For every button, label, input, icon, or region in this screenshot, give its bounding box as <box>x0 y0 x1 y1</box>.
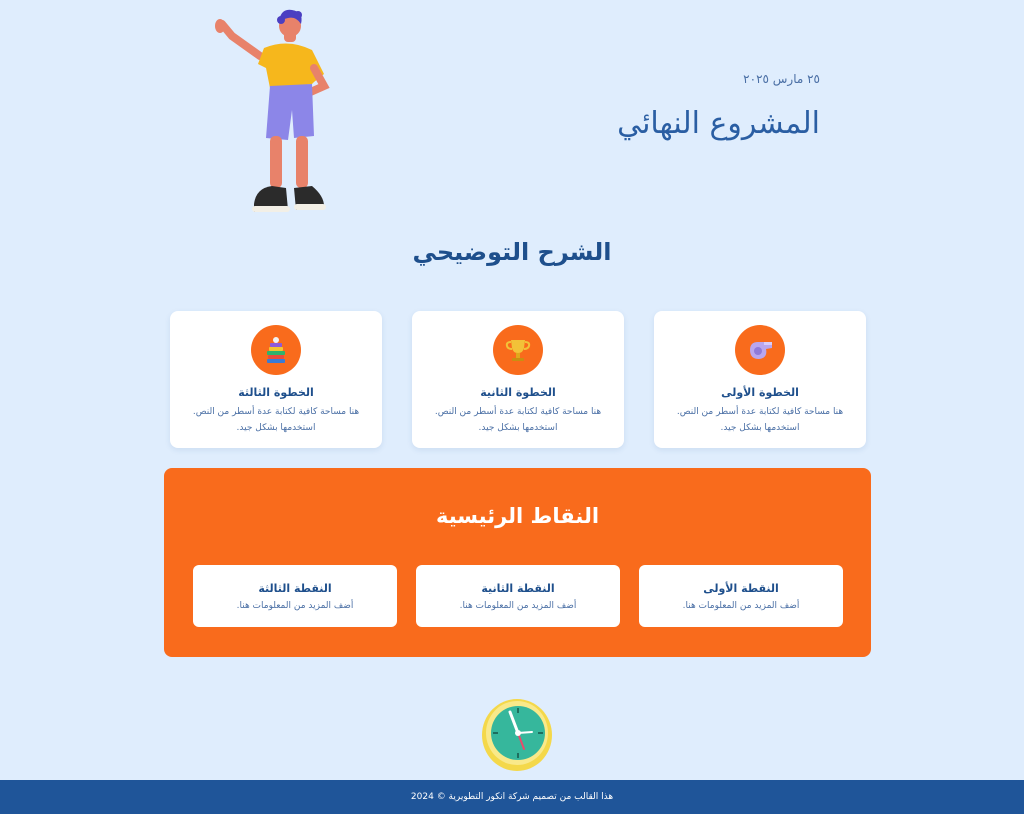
trophy-icon <box>493 325 543 375</box>
explanation-title: الشرح التوضيحي <box>412 238 612 266</box>
point-card-third <box>193 565 397 627</box>
hero-section <box>0 0 1024 225</box>
page-title: المشروع النهائي <box>617 106 820 141</box>
books-icon <box>251 325 301 375</box>
hero-date: ٢٥ مارس ٢٠٢٥ <box>743 72 820 86</box>
point-title: النقطة الثالثة <box>258 582 332 595</box>
point-card-first <box>639 565 843 627</box>
point-text: أضف المزيد من المعلومات هنا. <box>236 601 354 611</box>
step-text: هنا مساحة كافية لكتابة عدة أسطر من النص. استخدمها بشكل جيد. <box>434 407 602 433</box>
point-title: النقطة الثانية <box>481 582 555 595</box>
step-text: هنا مساحة كافية لكتابة عدة أسطر من النص. استخدمها بشكل جيد. <box>676 407 844 433</box>
clock-icon <box>480 694 554 772</box>
point-card-second <box>416 565 620 627</box>
footer <box>0 780 1024 814</box>
point-title: النقطة الأولى <box>703 582 779 595</box>
point-text: أضف المزيد من المعلومات هنا. <box>682 601 800 611</box>
waving-person-illustration <box>208 6 348 218</box>
step-card-third <box>170 311 382 448</box>
step-title: الخطوة الثالثة <box>238 386 314 399</box>
key-points-title: النقاط الرئيسية <box>435 504 600 528</box>
point-text: أضف المزيد من المعلومات هنا. <box>459 601 577 611</box>
whistle-icon <box>735 325 785 375</box>
key-points-panel <box>164 468 871 657</box>
step-text: هنا مساحة كافية لكتابة عدة أسطر من النص. استخدمها بشكل جيد. <box>192 407 360 433</box>
step-title: الخطوة الثانية <box>480 386 556 399</box>
step-card-second <box>412 311 624 448</box>
footer-text: هذا القالب من تصميم شركة انكور التطويرية © 2024 <box>410 792 614 802</box>
step-title: الخطوة الأولى <box>721 386 799 399</box>
step-card-first <box>654 311 866 448</box>
